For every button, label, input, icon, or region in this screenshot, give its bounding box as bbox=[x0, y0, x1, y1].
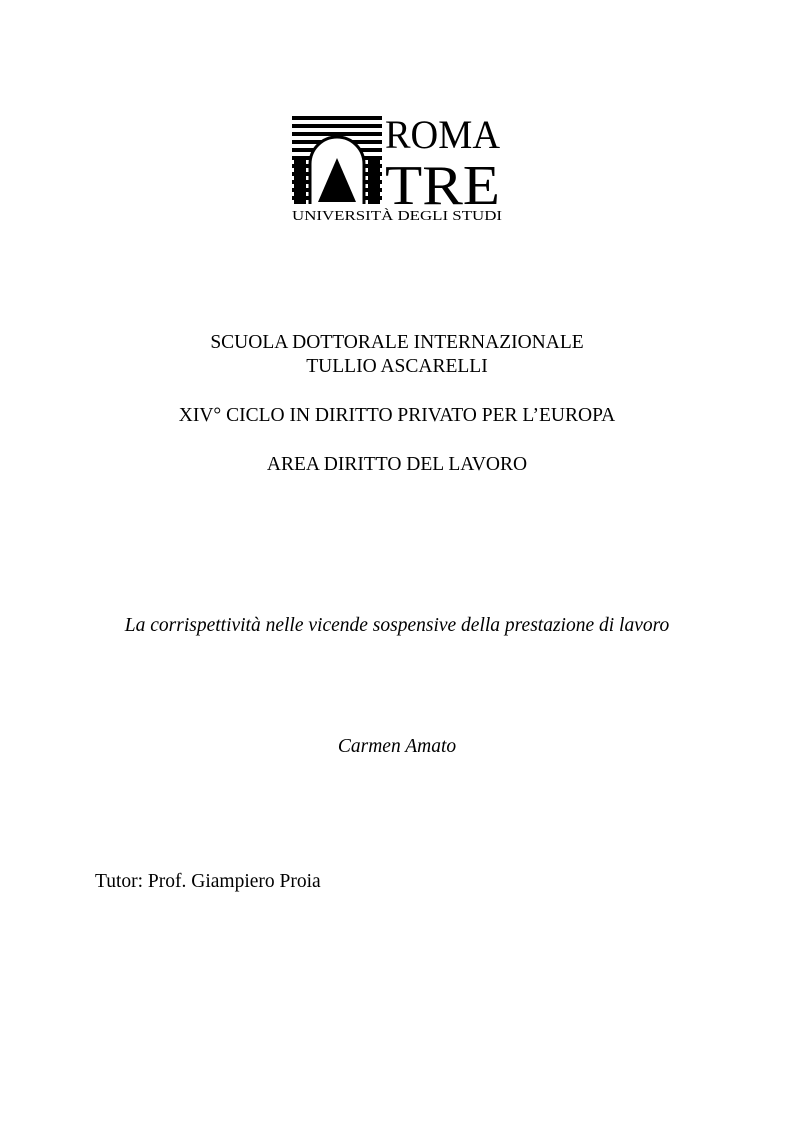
thesis-author: Carmen Amato bbox=[337, 736, 457, 757]
school-name-line1: SCUOLA DOTTORALE INTERNAZIONALE bbox=[210, 332, 584, 353]
roma-tre-emblem-icon bbox=[290, 116, 505, 224]
school-name-line2: TULLIO ASCARELLI bbox=[306, 356, 488, 377]
logo-tre-text: TRE bbox=[385, 155, 500, 217]
thesis-tutor: Tutor: Prof. Giampiero Proia bbox=[95, 871, 321, 892]
thesis-title: La corrispettività nelle vicende sospensive della prestazione di lavoro bbox=[124, 615, 670, 636]
research-area: AREA DIRITTO DEL LAVORO bbox=[266, 454, 528, 475]
roma-tre-logo bbox=[290, 116, 505, 224]
doctoral-cycle: XIV° CICLO IN DIRITTO PRIVATO PER L’EUROPA bbox=[178, 405, 616, 426]
logo-roma-text: ROMA bbox=[385, 116, 501, 157]
logo-subtitle-text: UNIVERSITÀ DEGLI STUDI bbox=[292, 209, 467, 224]
